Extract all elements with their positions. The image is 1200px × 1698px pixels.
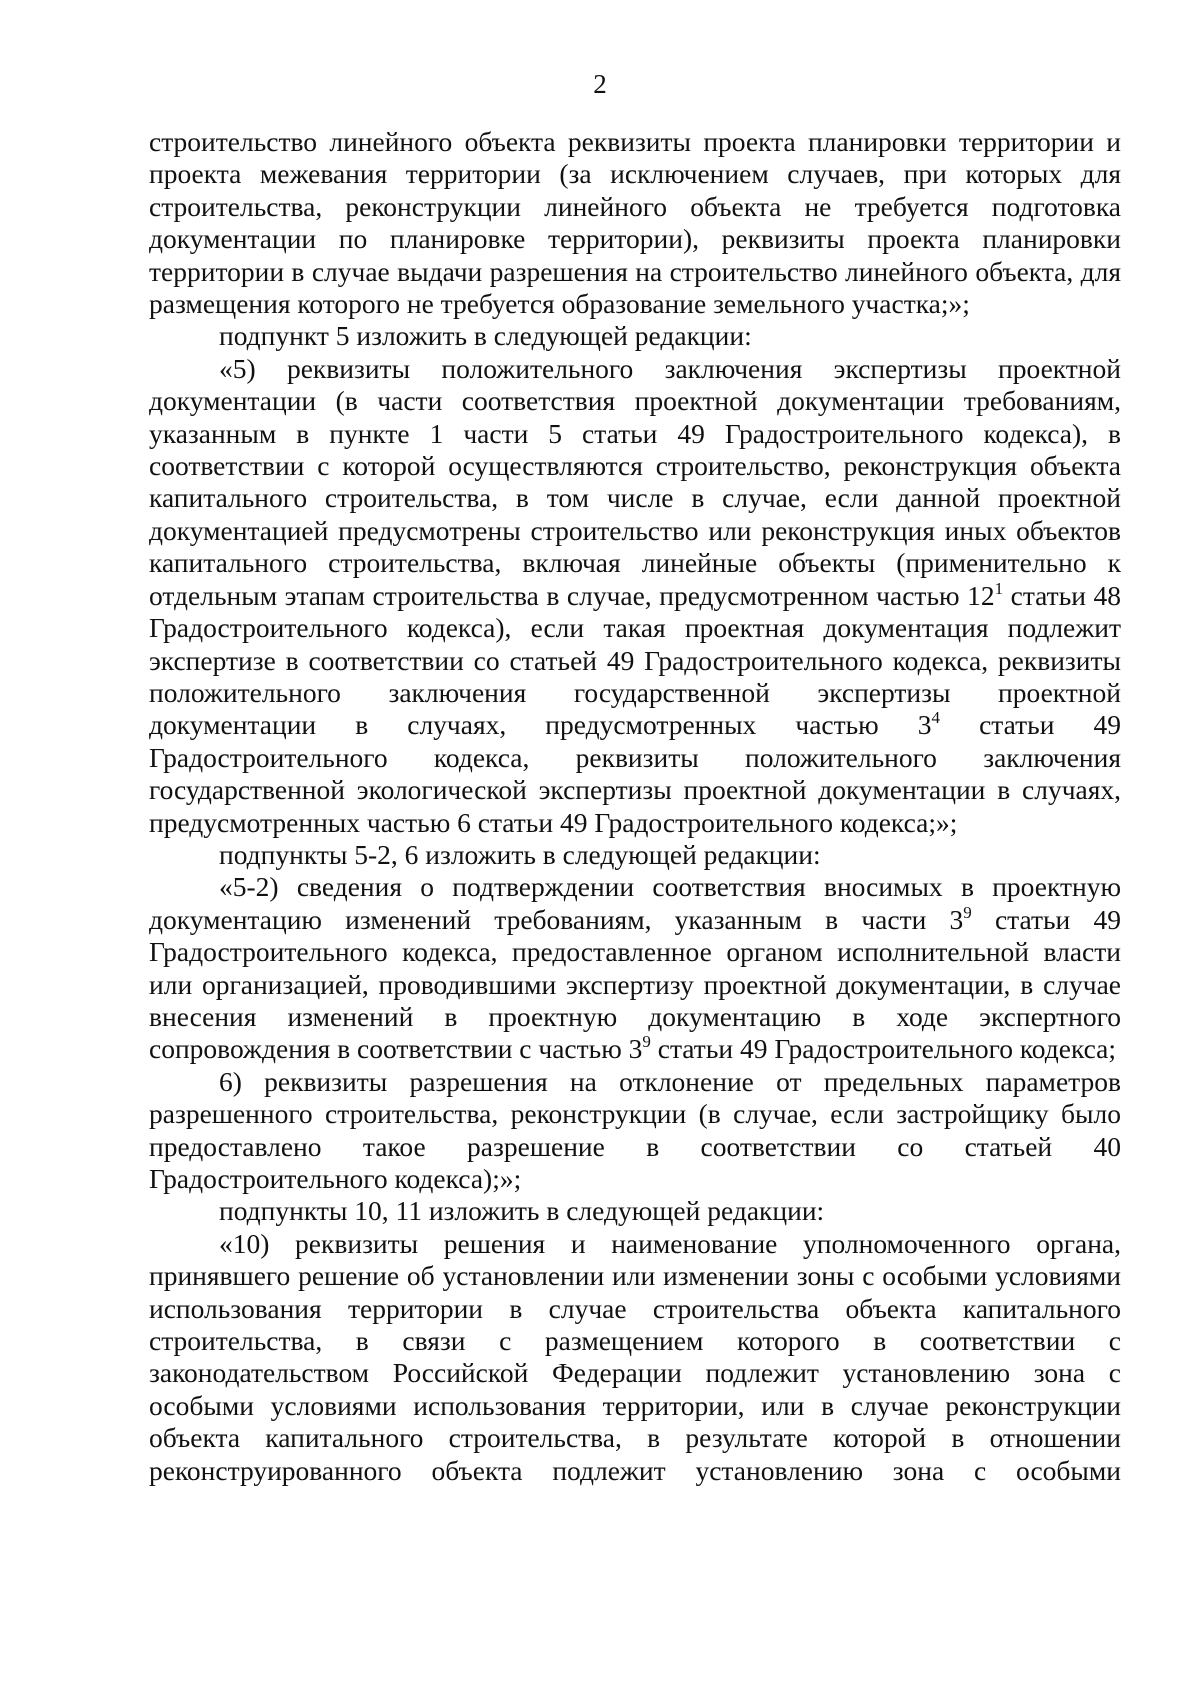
paragraph-subpoints-10-11-heading: подпункты 10, 11 изложить в следующей редакции: bbox=[219, 1195, 825, 1227]
superscript: 1 bbox=[994, 578, 1004, 598]
text-run: статьи 48 Градостроительного кодекса), если такая проектная документация подлежит экспертизе в соответствии со статьей 49 Градостроительного кодекса, реквизиты положительного заключения государственной экспертизы проектной документации в случаях, предусмотренных частью 3 bbox=[149, 579, 1121, 741]
text-run: статьи 49 Градостроительного кодекса, предоставленное органом исполнительной власти или организацией, проводившими экспертизу проектной документации, в случае внесения изменений в проектную документацию в ходе экспертного сопровождения в соответствии с частью 3 bbox=[149, 903, 1121, 1065]
document-body bbox=[149, 126, 1121, 1487]
text-run: «5-2) сведения о подтверждении соответствия вносимых в проектную документацию изменений требованиям, указанным в части 3 bbox=[149, 871, 1121, 935]
paragraph-subpoint-10-text: «10) реквизиты решения и наименование уполномоченного органа, принявшего решение об установлении или изменении зоны с особыми условиями использования территории в случае строительства объекта капитального строительства, в связи с размещением которого в соответствии с законодательством Российской Федерации подлежит установлению зона с особыми условиями использования территории, или в случае реконструкции объекта капитального строительства, в результате которой в отношении реконструированного объекта подлежит установлению зона с особыми bbox=[149, 1227, 1121, 1486]
paragraph-subpoint-5-text bbox=[149, 353, 1121, 839]
paragraph-subpoint-6-text: 6) реквизиты разрешения на отклонение от предельных параметров разрешенного строительства, реконструкции (в случае, если застройщику было предоставлено такое разрешение в соответствии со статьей 40 Градостроительного кодекса);»; bbox=[149, 1065, 1121, 1194]
superscript: 9 bbox=[963, 902, 972, 922]
text-run: «5) реквизиты положительного заключения экспертизы проектной документации (в части соответствия проектной документации требованиям, указанным в пункте 1 части 5 статьи 49 Градостроительного кодекса), в соответствии с которой осуществляются строительство, реконструкция объекта капитального строительства, в том числе в случае, если данной проектной документацией предусмотрены строительство или реконструкция иных объектов капитального строительства, включая линейные объекты (применительно к отдельным этапам строительства в случае, предусмотренном частью 12 bbox=[149, 352, 1121, 611]
text-run: статьи 49 Градостроительного кодекса, реквизиты положительного заключения государственной экологической экспертизы проектной документации в случаях, предусмотренных частью 6 статьи 49 Градостроительного кодекса;»; bbox=[149, 709, 1121, 838]
paragraph-subpoint-5-2-text bbox=[149, 871, 1121, 1065]
paragraph-continuation: строительство линейного объекта реквизиты проекта планировки территории и проекта межевания территории (за исключением случаев, при которых для строительства, реконструкции линейного объекта не требуется подготовка документации по планировке территории), реквизиты проекта планировки территории в случае выдачи разрешения на строительство линейного объекта, для размещения которого не требуется образование земельного участка;»; bbox=[149, 126, 1121, 320]
superscript: 4 bbox=[931, 708, 941, 728]
text-run: статьи 49 Градостроительного кодекса; bbox=[650, 1033, 1117, 1065]
paragraph-subpoint-5-heading: подпункт 5 изложить в следующей редакции: bbox=[219, 320, 752, 352]
paragraph-subpoints-5-2-6-heading: подпункты 5-2, 6 изложить в следующей редакции: bbox=[219, 838, 821, 870]
page-number: 2 bbox=[593, 69, 607, 99]
superscript: 9 bbox=[642, 1032, 651, 1052]
